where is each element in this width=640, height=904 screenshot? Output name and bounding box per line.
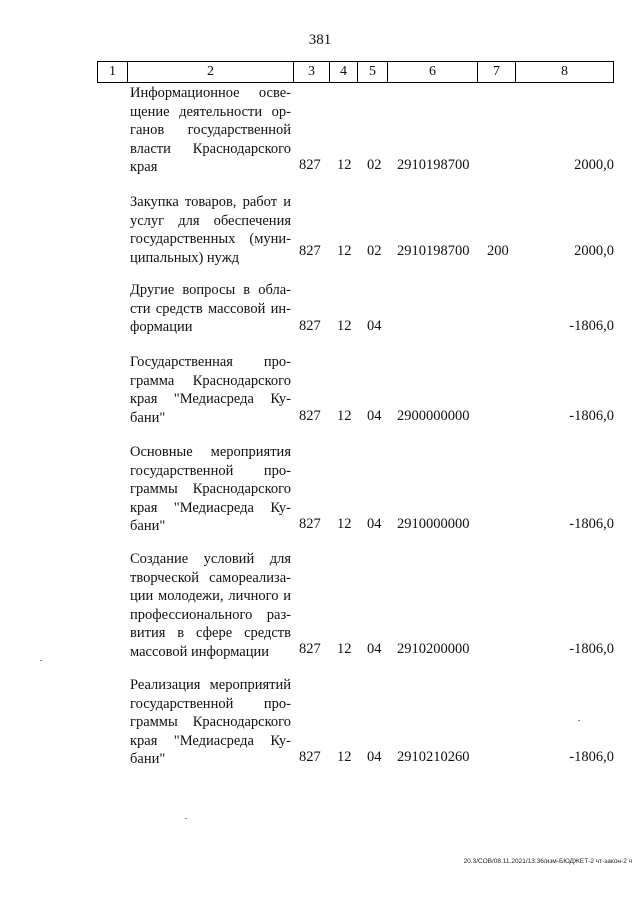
row-amount: -1806,0 xyxy=(569,408,614,424)
header-col-3: 3 xyxy=(294,62,330,82)
table-header xyxy=(97,61,614,83)
row-name: Основные мероприятия государственной про-граммы Краснодарского края "Медиасреда Ку-бани" xyxy=(130,444,291,534)
row-code-5: 04 xyxy=(367,641,382,657)
row-code-4: 12 xyxy=(337,516,352,532)
row-name: Закупка товаров, работ и услуг для обеспечения государственных (муни-ципальных) нужд xyxy=(130,194,291,266)
row-code-5: 04 xyxy=(367,516,382,532)
row-amount: -1806,0 xyxy=(569,749,614,765)
row-name: Другие вопросы в обла-сти средств массовой ин-формации xyxy=(130,282,291,335)
header-col-2: 2 xyxy=(128,62,294,82)
row-code-6: 2910198700 xyxy=(397,243,470,259)
row-code-3: 827 xyxy=(299,318,321,334)
row-code-5: 02 xyxy=(367,157,382,173)
row-code-4: 12 xyxy=(337,408,352,424)
row-code-5: 02 xyxy=(367,243,382,259)
header-col-6: 6 xyxy=(388,62,478,82)
row-code-3: 827 xyxy=(299,408,321,424)
row-code-4: 12 xyxy=(337,749,352,765)
row-amount: 2000,0 xyxy=(574,243,614,259)
footer-stamp: 20.3/СОВ/08.11.2021/13:36/изм-БЮДЖЕТ-2 чт-закон-2 ч xyxy=(463,858,632,865)
scan-speck xyxy=(40,660,42,661)
scan-speck xyxy=(578,720,580,721)
row-code-7: 200 xyxy=(487,243,509,259)
row-code-4: 12 xyxy=(337,318,352,334)
row-name: Создание условий для творческой самореализа-ции молодежи, личного и профессионального раз-вития в сфере средств массовой информации xyxy=(130,551,291,660)
row-code-3: 827 xyxy=(299,516,321,532)
row-code-4: 12 xyxy=(337,243,352,259)
row-amount: 2000,0 xyxy=(574,157,614,173)
row-code-6: 2910000000 xyxy=(397,516,470,532)
row-name: Государственная про-грамма Краснодарского края "Медиасреда Ку-бани" xyxy=(130,354,291,426)
header-col-7: 7 xyxy=(478,62,516,82)
row-code-4: 12 xyxy=(337,157,352,173)
row-name: Информационное осве-щение деятельности ор-ганов государственной власти Краснодарского края xyxy=(130,85,291,175)
row-code-3: 827 xyxy=(299,157,321,173)
row-amount: -1806,0 xyxy=(569,318,614,334)
header-col-4: 4 xyxy=(330,62,358,82)
page-number: 381 xyxy=(308,32,332,48)
row-amount: -1806,0 xyxy=(569,641,614,657)
scan-speck xyxy=(185,818,187,819)
row-code-6: 2910198700 xyxy=(397,157,470,173)
row-code-3: 827 xyxy=(299,641,321,657)
row-name: Реализация мероприятий государственной про-граммы Краснодарского края "Медиасреда Ку-бани" xyxy=(130,677,291,767)
row-code-6: 2900000000 xyxy=(397,408,470,424)
row-code-5: 04 xyxy=(367,408,382,424)
header-col-5: 5 xyxy=(358,62,388,82)
row-code-3: 827 xyxy=(299,749,321,765)
header-col-8: 8 xyxy=(561,64,568,79)
row-code-3: 827 xyxy=(299,243,321,259)
row-amount: -1806,0 xyxy=(569,516,614,532)
row-code-5: 04 xyxy=(367,318,382,334)
header-col-1: 1 xyxy=(98,62,128,82)
row-code-6: 2910200000 xyxy=(397,641,470,657)
row-code-6: 2910210260 xyxy=(397,749,470,765)
row-code-5: 04 xyxy=(367,749,382,765)
row-code-4: 12 xyxy=(337,641,352,657)
